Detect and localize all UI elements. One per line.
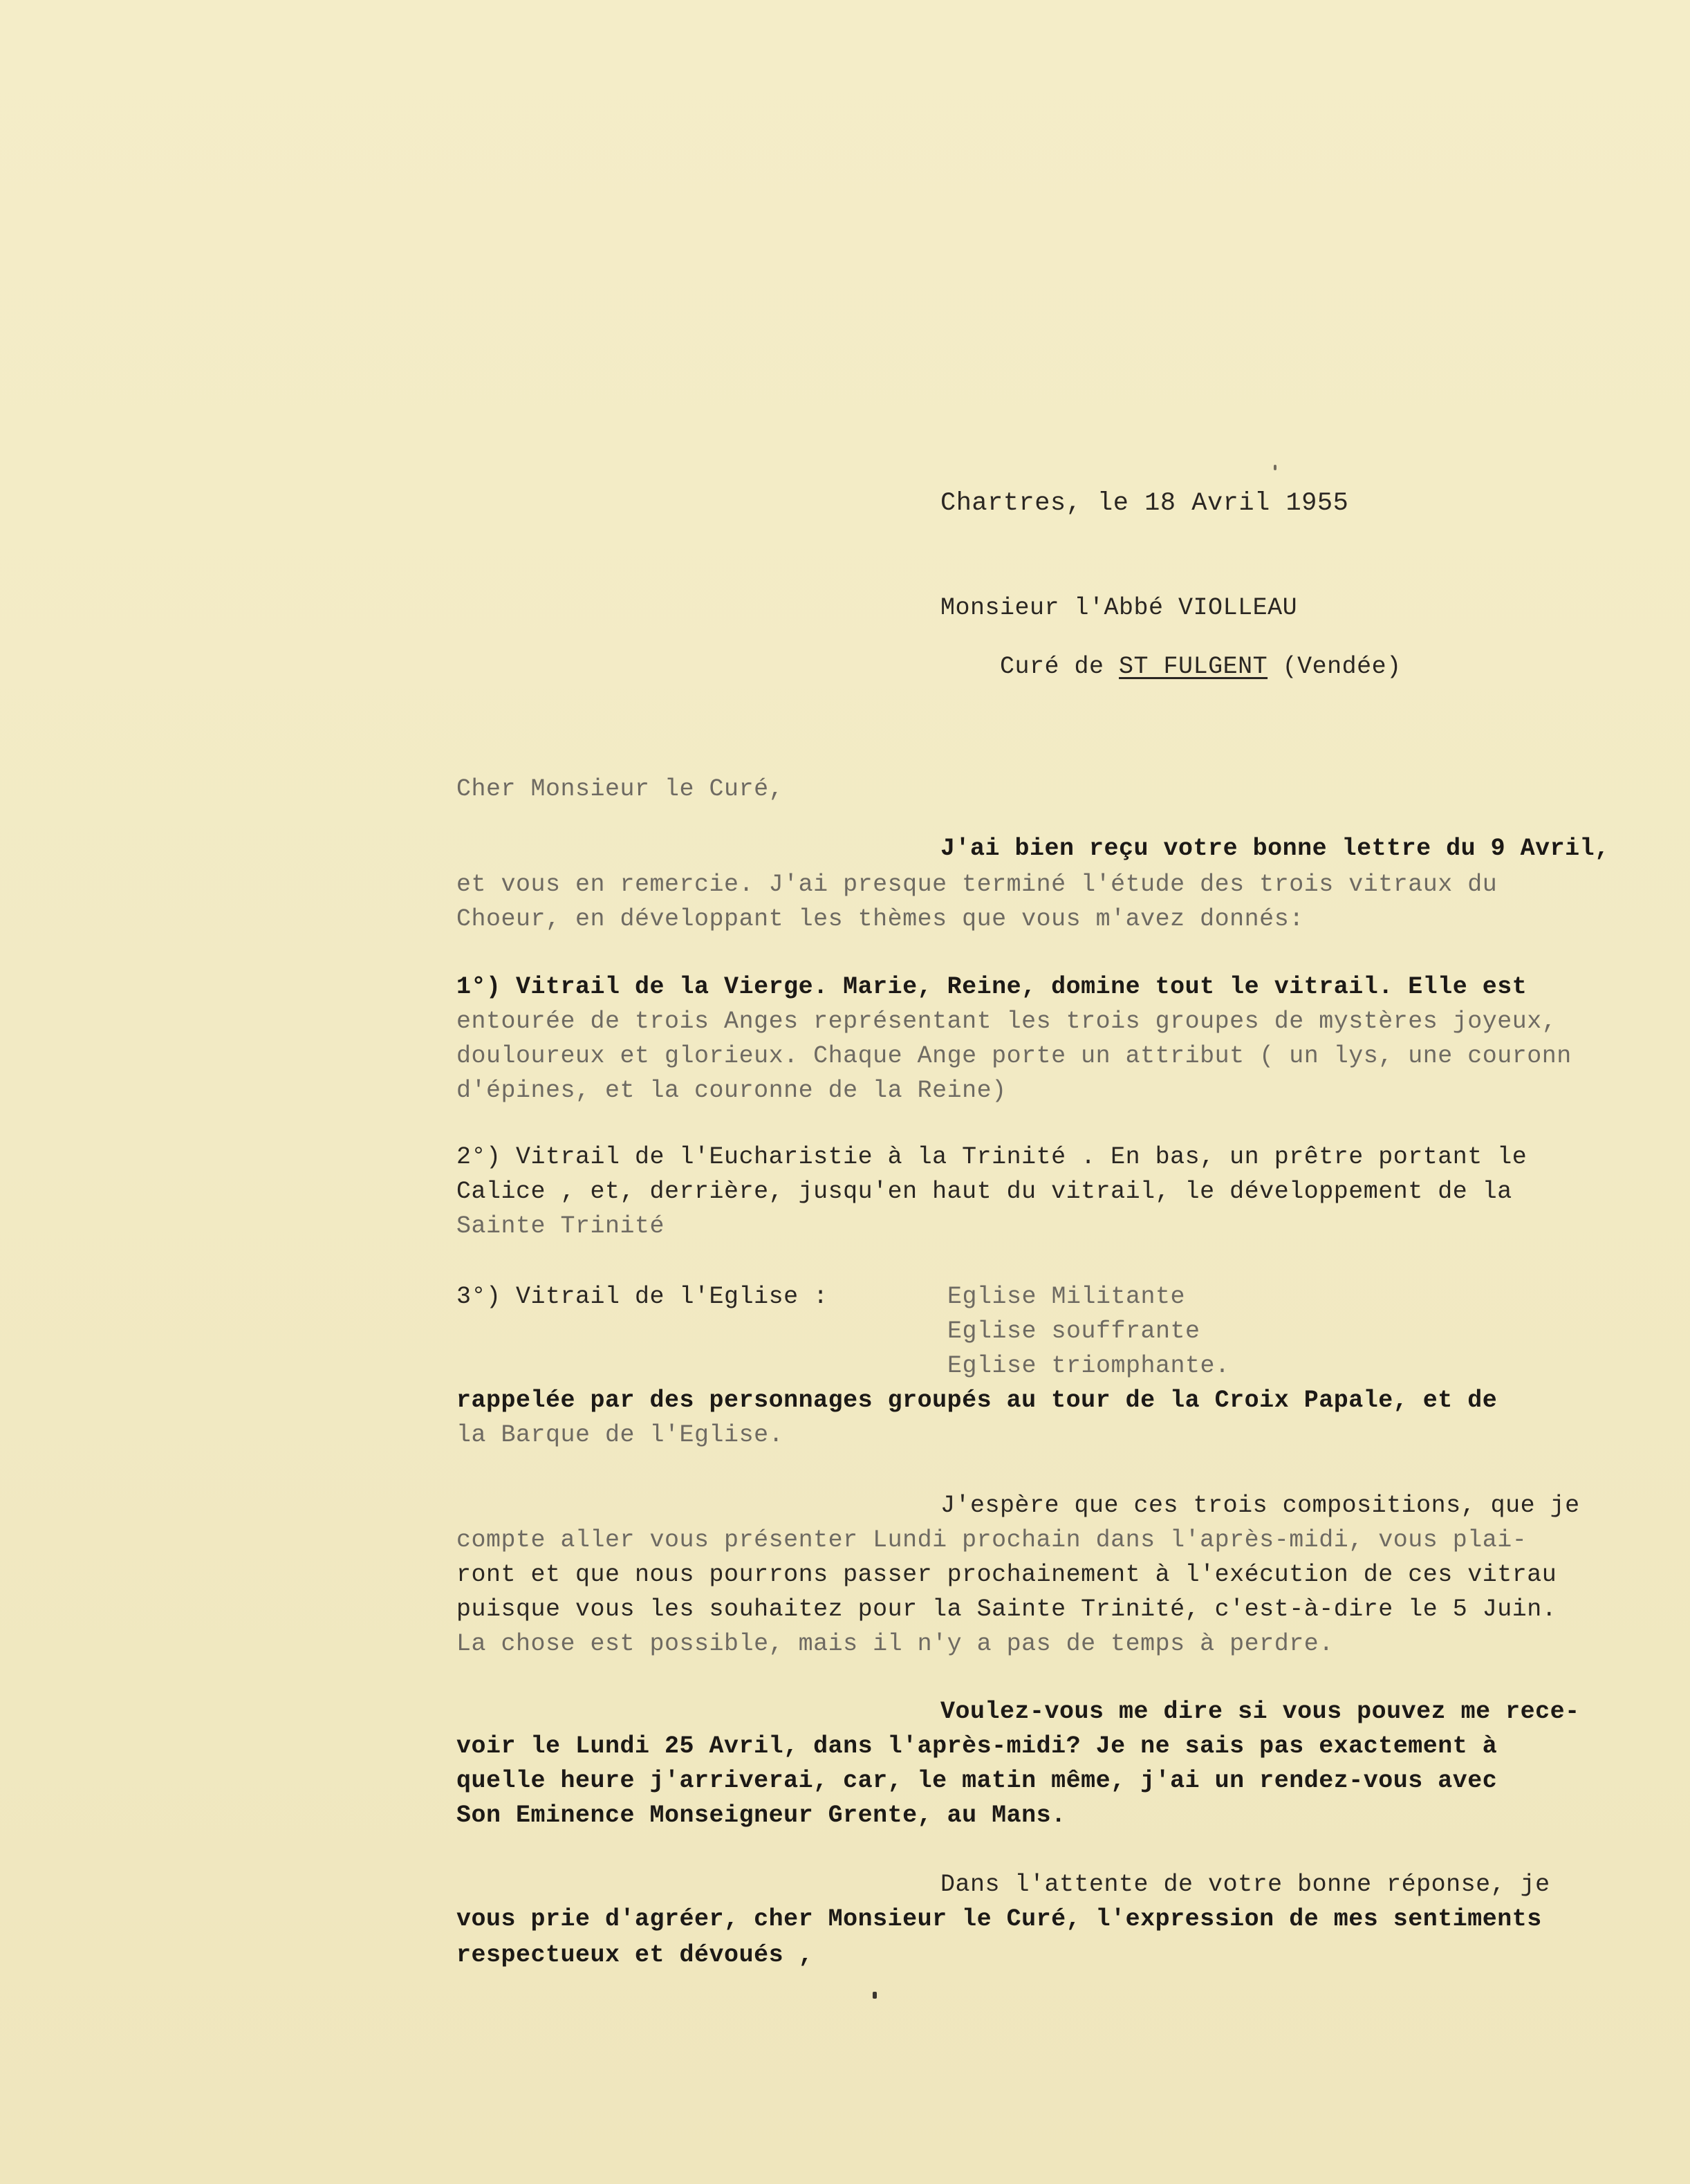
item1-line-4: d'épines, et la couronne de la Reine) bbox=[456, 1077, 1007, 1104]
hope-line-5: La chose est possible, mais il n'y a pas de temps à perdre. bbox=[456, 1630, 1334, 1658]
intro-line-3: Choeur, en développant les thèmes que vous m'avez donnés: bbox=[456, 905, 1304, 933]
intro-line-1: J'ai bien reçu votre bonne lettre du 9 Avril, bbox=[940, 835, 1610, 862]
item3-tail-1: rappelée par des personnages groupés au tour de la Croix Papale, et de bbox=[456, 1387, 1498, 1414]
item1-line-3: douloureux et glorieux. Chaque Ange porte un attribut ( un lys, une couronn bbox=[456, 1042, 1572, 1070]
item1-line-1: 1°) Vitrail de la Vierge. Marie, Reine, domine tout le vitrail. Elle est bbox=[456, 973, 1528, 1001]
item2-line-2: Calice , et, derrière, jusqu'en haut du vitrail, le développement de la bbox=[456, 1178, 1512, 1205]
letter-date: Chartres, le 18 Avril 1955 bbox=[940, 489, 1349, 518]
recipient-address bbox=[940, 631, 1402, 703]
recipient-name: Monsieur l'Abbé VIOLLEAU bbox=[940, 594, 1298, 622]
visit-line-4: Son Eminence Monseigneur Grente, au Mans. bbox=[456, 1802, 1066, 1829]
hope-line-1: J'espère que ces trois compositions, que je bbox=[940, 1492, 1580, 1519]
hope-line-2: compte aller vous présenter Lundi prochain dans l'après-midi, vous plai- bbox=[456, 1526, 1528, 1554]
item2-line-1: 2°) Vitrail de l'Eucharistie à la Trinité . En bas, un prêtre portant le bbox=[456, 1143, 1528, 1171]
closing-line-2: vous prie d'agréer, cher Monsieur le Curé, l'expression de mes sentiments bbox=[456, 1905, 1542, 1933]
item2-line-3: Sainte Trinité bbox=[456, 1212, 665, 1240]
hope-line-4: puisque vous les souhaitez pour la Sainte Trinité, c'est-à-dire le 5 Juin. bbox=[456, 1595, 1557, 1623]
recipient-title: Curé de bbox=[1000, 653, 1120, 681]
ink-mark bbox=[1274, 465, 1276, 470]
closing-line-3: respectueux et dévoués , bbox=[456, 1941, 814, 1969]
visit-line-2: voir le Lundi 25 Avril, dans l'après-midi? Je ne sais pas exactement à bbox=[456, 1732, 1498, 1760]
item3-lead: 3°) Vitrail de l'Eglise : bbox=[456, 1283, 828, 1311]
ink-mark bbox=[873, 1992, 877, 1999]
closing-line-1: Dans l'attente de votre bonne réponse, je bbox=[940, 1871, 1550, 1898]
item3-tail-2: la Barque de l'Eglise. bbox=[456, 1421, 784, 1449]
item1-line-2: entourée de trois Anges représentant les trois groupes de mystères joyeux, bbox=[456, 1008, 1557, 1035]
item3-list-3: Eglise triomphante. bbox=[947, 1352, 1230, 1380]
item3-list-1: Eglise Militante bbox=[947, 1283, 1186, 1311]
hope-line-3: ront et que nous pourrons passer prochainement à l'exécution de ces vitrau bbox=[456, 1561, 1557, 1589]
salutation: Cher Monsieur le Curé, bbox=[456, 775, 784, 803]
visit-line-1: Voulez-vous me dire si vous pouvez me rece- bbox=[940, 1698, 1580, 1725]
visit-line-3: quelle heure j'arriverai, car, le matin même, j'ai un rendez-vous avec bbox=[456, 1767, 1498, 1795]
recipient-place: ST FULGENT bbox=[1119, 653, 1268, 681]
intro-line-2: et vous en remercie. J'ai presque terminé l'étude des trois vitraux du bbox=[456, 871, 1498, 898]
item3-list-2: Eglise souffrante bbox=[947, 1317, 1200, 1345]
recipient-region: (Vendée) bbox=[1268, 653, 1402, 681]
